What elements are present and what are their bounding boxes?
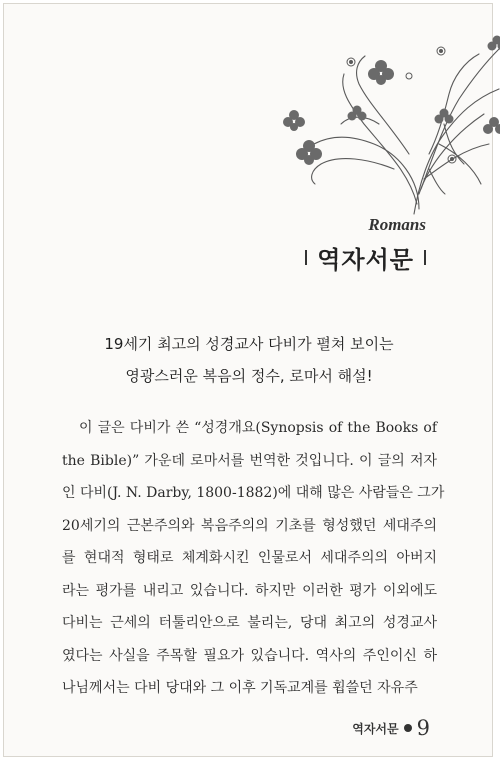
body-line: 이 글은 다비가 쓴 “성경개요(Synopsis of the Books of <box>79 420 437 436</box>
lead-line-1: 19세기 최고의 성경교사 다비가 펼쳐 보이는 <box>104 335 394 353</box>
bullet-dot-icon <box>404 724 412 732</box>
body-line: 를 현대적 형태로 체계화시킨 인물로서 세대주의의 아버지 <box>62 550 437 566</box>
chapter-title: 역자서문 <box>317 246 414 274</box>
body-line: the Bible)” 가운데 로마서를 번역한 것입니다. 이 글의 저자 <box>62 453 437 469</box>
body-line: 인 다비(J. N. Darby, 1800-1882)에 대해 많은 사람들은 그가 <box>62 485 445 501</box>
running-title: 역자서문 <box>352 721 399 736</box>
book-page <box>3 3 493 757</box>
title-right-bar <box>424 250 426 265</box>
body-line: 였다는 사실을 주목할 필요가 있습니다. 역사의 주인이신 하 <box>62 648 437 664</box>
body-line: 다비는 근세의 터툴리안으로 불리는, 당대 최고의 성경교사 <box>62 615 437 631</box>
body-line: 나님께서는 다비 당대와 그 이후 기독교계를 휩쓸던 자유주 <box>62 680 418 696</box>
section-subtitle: Romans <box>368 215 426 234</box>
title-left-bar <box>305 250 307 265</box>
body-line: 라는 평가를 내리고 있습니다. 하지만 이러한 평가 이외에도 <box>62 583 437 599</box>
clover-vine-ornament <box>269 4 500 219</box>
body-line: 20세기의 근본주의와 복음주의의 기초를 형성했던 세대주의 <box>62 518 437 534</box>
page-footer <box>352 716 430 740</box>
chapter-title-row <box>305 240 426 275</box>
page-number: 9 <box>416 716 430 740</box>
lead-line-2: 영광스러운 복음의 정수, 로마서 해설! <box>125 367 373 385</box>
